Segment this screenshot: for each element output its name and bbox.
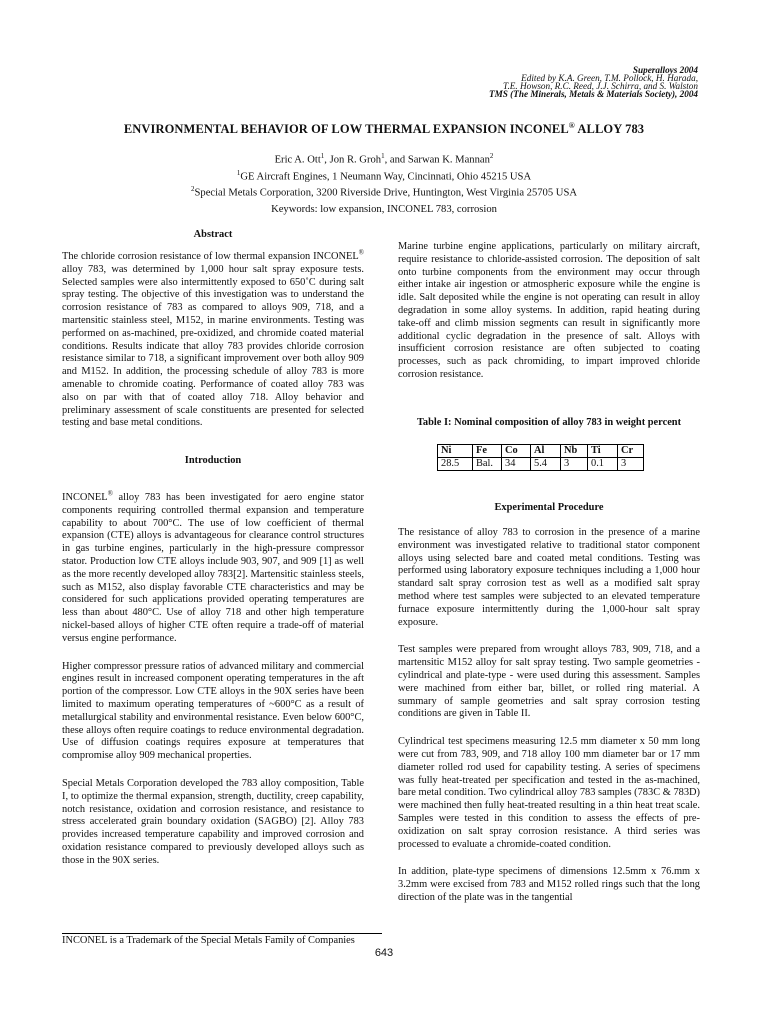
table-row (438, 458, 644, 471)
introduction-column (62, 489, 364, 883)
composition-table (437, 444, 644, 471)
table-cell: 0.1 (588, 458, 618, 471)
abstract-heading: Abstract (193, 229, 233, 240)
footnote-rule (62, 933, 382, 934)
table-header-row (438, 445, 644, 458)
abstract-paragraph: The chloride corrosion resistance of low thermal expansion INCONEL® alloy 783, was determined by 1,000 hour salt spray exposure tests. Selected samples were also intermittently exposed to 650˚C during salt spray testing. The objective of this investigation was to understand the corrosion resistance of 783 as compared to alloys 909, 718, and a martensitic stainless steel, M152, in marine environments. Testing was performed on as-machined, pre-oxidized, and chromide coated material conditions. Results indicate that alloy 783 provides chloride corrosion resistance similar to 718, a significant improvement over both alloy 909 and M152. In addition, the processing schedule of alloy 783 is more amenable to chromide coating. Performance of coated alloy 783 was also on par with that of coated alloy 718. Alloy behavior and preliminary assessment of scale constituents are presented for selected testing and base metal conditions. (62, 248, 364, 429)
experimental-column (398, 527, 700, 920)
table-header-cell: Ti (588, 445, 618, 458)
table-cell: 28.5 (438, 458, 473, 471)
paper-title: ENVIRONMENTAL BEHAVIOR OF LOW THERMAL EXPANSION INCONEL® ALLOY 783 (123, 121, 645, 137)
proceedings-header (489, 66, 698, 98)
experimental-paragraph-2: Test samples were prepared from wrought alloys 783, 909, 718, and a martensitic M152 alloy for salt spray testing. Two sample geometries - cylindrical and plate-type - were used during this assessment. Samples were machined from either bar, billet, or rolled ring material. A summary of sample geometries and salt spray corrosion testing conditions are given in Table II. (398, 644, 700, 720)
marine-paragraph: Marine turbine engine applications, particularly on military aircraft, require resistance to chloride-assisted corrosion. The deposition of salt onto turbine components from the environment may occur through either intake air ingestion or atmospheric exposure while the engine is idle. Salt deposited while the engine is not operating can result in alloy degradation in some alloy systems. In addition, rapid heating during take-off and climb mission segments can result in significantly more additional cyclic degradation in the presence of salt. Alloys with insufficient corrosion resistance are often subjected to coating processes, such as pack chromiding, to impart improved chloride corrosion resistance. (398, 241, 700, 380)
table-cell: 5.4 (531, 458, 561, 471)
intro-paragraph-2: Higher compressor pressure ratios of advanced military and commercial engines result in increased component operating temperatures in the aft portion of the compressor. Low CTE alloys in the 90X series have been limited to maximum operating temperatures of ~600°C as a result of metallurgical stability and environmental resistance. Even below 600°C, these alloys often require coatings to reduce environmental degradation. Use of diffusion coatings requires exposure at temperatures that compromise alloy 909 mechanical properties. (62, 660, 364, 762)
page-number: 643 (374, 947, 394, 959)
author-names: Eric A. Ott$^1$, Jon R. Groh$^1$, and Sarwan K. Mannan$^2$ (274, 152, 494, 166)
table-header-cell: Cr (618, 445, 644, 458)
author-block (0, 150, 768, 200)
experimental-paragraph-4: In addition, plate-type specimens of dimensions 12.5mm x 76.mm x 3.2mm were excised from 783 and M152 rolled rings such that the long direction of the plate was in the tangential (398, 866, 700, 903)
keywords: Keywords: low expansion, INCONEL 783, corrosion (271, 204, 497, 215)
table-caption: Table I: Nominal composition of alloy 783 in weight percent (416, 417, 682, 428)
table-header-cell: Ni (438, 445, 473, 458)
header-line-2: Edited by K.A. Green, T.M. Pollock, H. Harada, (521, 73, 698, 83)
affiliation-1: $^1$GE Aircraft Engines, 1 Neumann Way, Cincinnati, Ohio 45215 USA (236, 168, 532, 183)
table-cell: 3 (561, 458, 588, 471)
table-cell: 3 (618, 458, 644, 471)
table-header-cell: Nb (561, 445, 588, 458)
experimental-paragraph-3: Cylindrical test specimens measuring 12.5 mm diameter x 50 mm long were cut from 783, 909, and 718 alloy 100 mm diameter bar or 17 mm diameter rolled rod used for capability testing. A series of specimens was fully heat-treated per specification and tested in the as-machined, bare metal condition. Two cylindrical alloy 783 samples (783C & 783D) were machined then fully heat-treated resulting in a thin heat treat scale. Samples were tested in this condition to assess the effects of pre-oxidization on salt spray corrosion resistance. A third series was processed to evaluate a chromide-coated condition. (398, 736, 700, 850)
experimental-paragraph-1: The resistance of alloy 783 to corrosion in the presence of a marine environment was investigated relative to traditional stator component alloys using selected bare and coated metal conditions. Testing was performed using laboratory exposure techniques including a 1,000 hour standard salt spray corrosion test as well as a modified salt spray method where test samples were subjected to an elevated temperature furnace exposure intermittently during the 1,000-hour salt spray exposure. (398, 527, 700, 628)
intro-paragraph-3: Special Metals Corporation developed the 783 alloy composition, Table I, to optimize the thermal expansion, strength, ductility, creep capability, notch resistance, oxidation and corrosion resistance, and resistance to stress accelerated grain boundary oxidation (SAGBO) [2]. Alloy 783 provides increased temperature capability and improved corrosion and oxidation resistance compared to previously developed alloys such as those in the 90X series. (62, 777, 364, 866)
table-cell: 34 (502, 458, 531, 471)
experimental-heading: Experimental Procedure (494, 502, 604, 513)
right-column-top (398, 241, 700, 397)
intro-paragraph-1: INCONEL® alloy 783 has been investigated for aero engine stator components requiring controlled thermal expansion and temperature capability to about 700°C. The use of low coefficient of thermal expansion (CTE) alloys is advantageous for clearance control structures in gas turbine engines, particularly in the high-pressure compressor stator. Production low CTE alloys include 903, 907, and 909 [1] as well as the more recently developed alloy 783[2]. Martensitic stainless steels, such as M152, also display favorable CTE characteristics and may be considered for such applications provided operating temperatures are less than about 480°C. Use of alloy 718 and other high temperature nickel-based alloys of higher CTE often require a trade-off of material versus engine performance. (62, 489, 364, 644)
table-cell: Bal. (473, 458, 502, 471)
header-line-1: Superalloys 2004 (632, 65, 698, 75)
trademark-footnote: INCONEL is a Trademark of the Special Metals Family of Companies (62, 935, 355, 946)
table-header-cell: Co (502, 445, 531, 458)
header-line-4: TMS (The Minerals, Metals & Materials Society), 2004 (488, 89, 698, 99)
introduction-heading: Introduction (184, 455, 242, 466)
table-header-cell: Fe (473, 445, 502, 458)
left-column (62, 248, 364, 445)
header-line-3: T.E. Howson, R.C. Reed, J.J. Schirra, and S. Walston (503, 81, 698, 91)
affiliation-2: $^2$Special Metals Corporation, 3200 Riverside Drive, Huntington, West Virginia 25705 USA (191, 185, 577, 199)
table-header-cell: Al (531, 445, 561, 458)
